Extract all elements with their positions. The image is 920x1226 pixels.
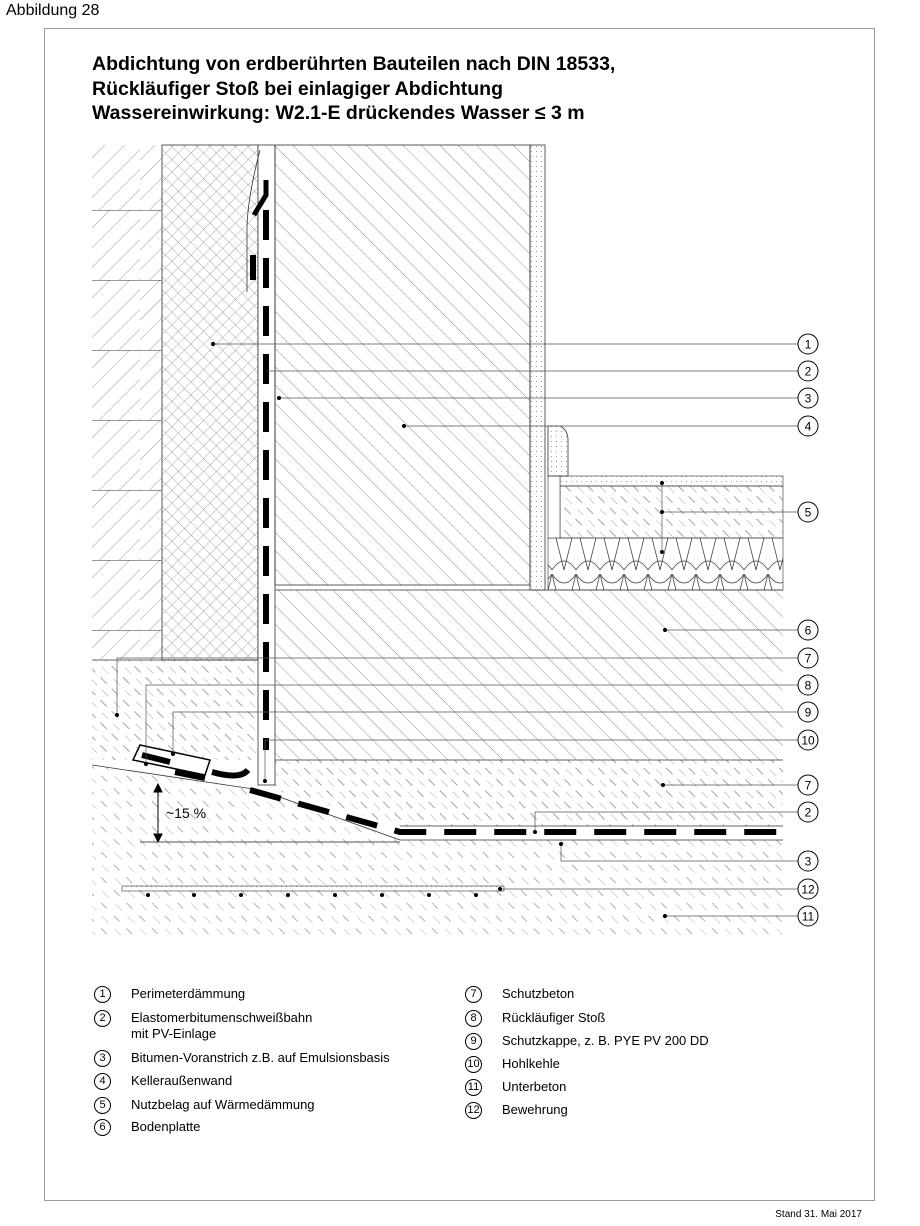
callout-label: 9	[804, 705, 812, 720]
callout-9	[798, 702, 818, 722]
callout-label: 11	[801, 909, 815, 924]
figure-label: Abbildung 28	[6, 2, 100, 19]
callout-3	[798, 851, 818, 871]
callout-1	[798, 334, 818, 354]
callout-5	[798, 502, 818, 522]
legend-text: Bewehrung	[502, 1102, 568, 1117]
legend-number: 3	[94, 1050, 111, 1067]
legend-number: 12	[465, 1102, 482, 1119]
legend-number: 9	[465, 1033, 482, 1050]
legend-number: 2	[94, 1010, 111, 1027]
legend-text: Elastomerbitumenschweißbahn	[131, 1010, 313, 1025]
callout-6	[798, 620, 818, 640]
legend-text: Bitumen-Voranstrich z.B. auf Emulsionsbasis	[131, 1050, 390, 1065]
callout-label: 2	[804, 805, 812, 820]
legend-text: Perimeterdämmung	[131, 986, 246, 1001]
callout-label: 10	[801, 733, 815, 748]
legend-number: 1	[94, 986, 111, 1003]
title-line-3: Wassereinwirkung: W2.1-E drückendes Wasser ≤ 3 m	[92, 102, 585, 124]
legend-text: Kelleraußenwand	[131, 1073, 233, 1088]
edge-strip	[548, 476, 560, 538]
perimeter-insulation	[162, 145, 258, 660]
callout-label: 7	[804, 651, 812, 666]
callout-label: 3	[804, 391, 812, 406]
footer-date: Stand 31. Mai 2017	[775, 1209, 862, 1220]
callout-10	[798, 730, 818, 750]
callout-label: 5	[804, 505, 812, 520]
callout-label: 12	[801, 882, 815, 897]
callout-label: 3	[804, 854, 812, 869]
skirting	[548, 426, 568, 476]
callout-label: 6	[804, 623, 812, 638]
callout-12	[798, 879, 818, 899]
legend-number: 10	[465, 1056, 482, 1073]
legend-text: Schutzbeton	[502, 986, 575, 1001]
legend-number: 5	[94, 1097, 111, 1114]
legend-text: Schutzkappe, z. B. PYE PV 200 DD	[502, 1033, 709, 1048]
slope-label: ~15 %	[166, 805, 207, 821]
legend-text: Unterbeton	[502, 1079, 567, 1094]
wall-plaster	[530, 145, 545, 590]
legend-text: Nutzbelag auf Wärmedämmung	[131, 1097, 315, 1112]
callout-11	[798, 906, 818, 926]
callout-8	[798, 675, 818, 695]
title-line-1: Abdichtung von erdberührten Bauteilen nach DIN 18533,	[92, 53, 616, 75]
floor-covering	[560, 476, 783, 486]
callout-2	[798, 361, 818, 381]
legend-number: 7	[465, 986, 482, 1003]
legend-text: Rückläufiger Stoß	[502, 1010, 606, 1025]
legend-text: Hohlkehle	[502, 1056, 560, 1071]
callout-label: 7	[804, 778, 812, 793]
reinforcement-mesh	[122, 886, 504, 891]
callout-7	[798, 775, 818, 795]
title-line-2: Rückläufiger Stoß bei einlagiger Abdichtung	[92, 77, 503, 100]
legend-number: 6	[94, 1119, 111, 1136]
callout-4	[798, 416, 818, 436]
callout-7	[798, 648, 818, 668]
callout-2	[798, 802, 818, 822]
legend-text: Bodenplatte	[131, 1119, 201, 1134]
legend-number: 11	[465, 1079, 482, 1096]
floor-slab	[275, 590, 783, 760]
callout-3	[798, 388, 818, 408]
thermal-insulation	[548, 538, 783, 590]
legend-number: 4	[94, 1073, 111, 1090]
legend-number: 8	[465, 1010, 482, 1027]
callout-label: 2	[804, 364, 812, 379]
callout-label: 1	[804, 337, 812, 352]
soil-left	[92, 145, 162, 660]
callout-label: 8	[804, 678, 812, 693]
legend-text-line2: mit PV-Einlage	[131, 1026, 217, 1041]
basement-wall	[275, 145, 530, 585]
callout-label: 4	[804, 419, 812, 434]
callout-markers	[798, 334, 818, 926]
